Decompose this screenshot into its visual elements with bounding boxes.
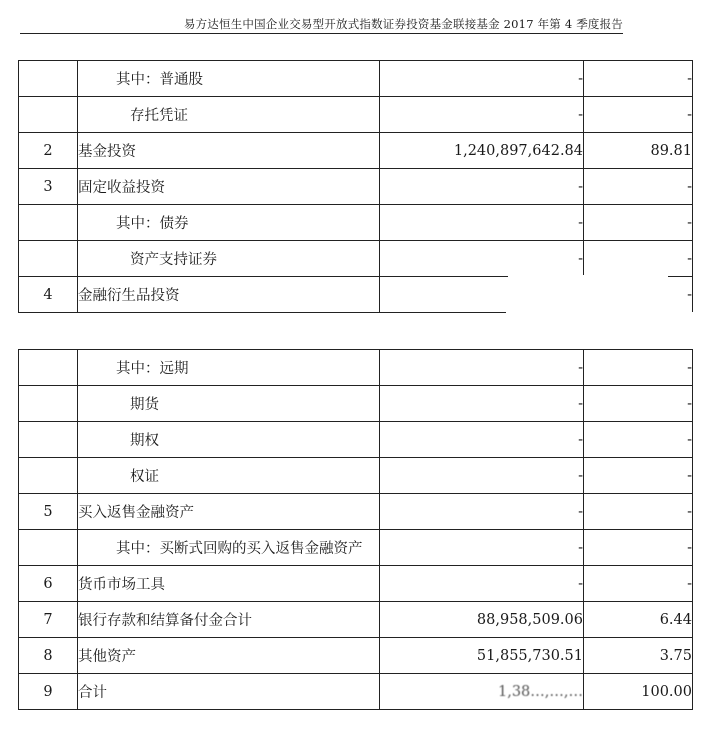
percentage-cell: - [584, 169, 693, 205]
amount-cell: - [380, 350, 584, 386]
table-row [19, 674, 693, 710]
item-name-cell: 期权 [78, 422, 380, 458]
item-name-cell: 基金投资 [78, 133, 380, 169]
percentage-cell: 3.75 [584, 638, 693, 674]
amount-cell: - [380, 205, 584, 241]
row-number-cell [19, 458, 78, 494]
item-name-cell: 资产支持证券 [78, 241, 380, 277]
table-row [19, 61, 693, 97]
table-row [19, 494, 693, 530]
table-row [19, 133, 693, 169]
amount-cell: - [380, 169, 584, 205]
percentage-cell: - [584, 458, 693, 494]
item-name-cell: 其中：普通股 [78, 61, 380, 97]
row-number-cell: 5 [19, 494, 78, 530]
amount-cell: - [380, 61, 584, 97]
amount-cell: - [380, 458, 584, 494]
amount-cell: 51,855,730.51 [380, 638, 584, 674]
percentage-cell: - [584, 386, 693, 422]
item-name-cell: 货币市场工具 [78, 566, 380, 602]
row-number-cell [19, 350, 78, 386]
item-name-cell: 存托凭证 [78, 97, 380, 133]
table-row [19, 169, 693, 205]
report-header [0, 0, 721, 34]
amount-cell: 1,38…,…,… [380, 674, 584, 710]
row-number-cell [19, 530, 78, 566]
percentage-cell: - [584, 241, 693, 277]
percentage-cell: - [584, 494, 693, 530]
row-number-cell [19, 386, 78, 422]
item-name-cell: 权证 [78, 458, 380, 494]
item-name-cell: 其中：债券 [78, 205, 380, 241]
table-row [19, 638, 693, 674]
percentage-cell: - [584, 350, 693, 386]
item-name-cell: 金融衍生品投资 [78, 277, 380, 313]
row-number-cell [19, 97, 78, 133]
percentage-cell: - [584, 97, 693, 133]
item-name-cell: 其中：买断式回购的买入返售金融资产 [78, 530, 380, 566]
amount-cell: - [380, 97, 584, 133]
percentage-cell: - [584, 277, 693, 313]
amount-cell: - [380, 386, 584, 422]
scan-artifact [508, 275, 668, 313]
percentage-cell: - [584, 530, 693, 566]
table-row [19, 602, 693, 638]
item-name-cell: 其中：远期 [78, 350, 380, 386]
table-row [19, 386, 693, 422]
header-rule [20, 33, 623, 34]
percentage-cell: - [584, 61, 693, 97]
item-name-cell: 固定收益投资 [78, 169, 380, 205]
percentage-cell: - [584, 566, 693, 602]
table-row [19, 97, 693, 133]
table-row [19, 566, 693, 602]
amount-cell: - [380, 566, 584, 602]
row-number-cell: 7 [19, 602, 78, 638]
row-number-cell: 9 [19, 674, 78, 710]
table-row [19, 205, 693, 241]
scan-artifact [506, 312, 696, 326]
amount-cell: - [380, 530, 584, 566]
table-row [19, 422, 693, 458]
item-name-cell: 期货 [78, 386, 380, 422]
table-row [19, 458, 693, 494]
amount-cell: 1,240,897,642.84 [380, 133, 584, 169]
row-number-cell [19, 241, 78, 277]
row-number-cell [19, 422, 78, 458]
percentage-cell: 6.44 [584, 602, 693, 638]
report-title: 易方达恒生中国企业交易型开放式指数证券投资基金联接基金 2017 年第 4 季度报告 [183, 17, 623, 31]
row-number-cell: 2 [19, 133, 78, 169]
amount-cell: - [380, 494, 584, 530]
percentage-cell: - [584, 205, 693, 241]
row-number-cell: 3 [19, 169, 78, 205]
item-name-cell: 银行存款和结算备付金合计 [78, 602, 380, 638]
row-number-cell [19, 205, 78, 241]
row-number-cell [19, 61, 78, 97]
amount-cell: 88,958,509.06 [380, 602, 584, 638]
item-name-cell: 合计 [78, 674, 380, 710]
asset-allocation-table-part2 [18, 349, 693, 710]
table-row [19, 241, 693, 277]
amount-cell: - [380, 241, 584, 277]
amount-cell: - [380, 422, 584, 458]
percentage-cell: 89.81 [584, 133, 693, 169]
table-row [19, 350, 693, 386]
item-name-cell: 买入返售金融资产 [78, 494, 380, 530]
percentage-cell: 100.00 [584, 674, 693, 710]
row-number-cell: 8 [19, 638, 78, 674]
percentage-cell: - [584, 422, 693, 458]
table-body [19, 350, 693, 710]
table-row [19, 530, 693, 566]
row-number-cell: 6 [19, 566, 78, 602]
item-name-cell: 其他资产 [78, 638, 380, 674]
row-number-cell: 4 [19, 277, 78, 313]
